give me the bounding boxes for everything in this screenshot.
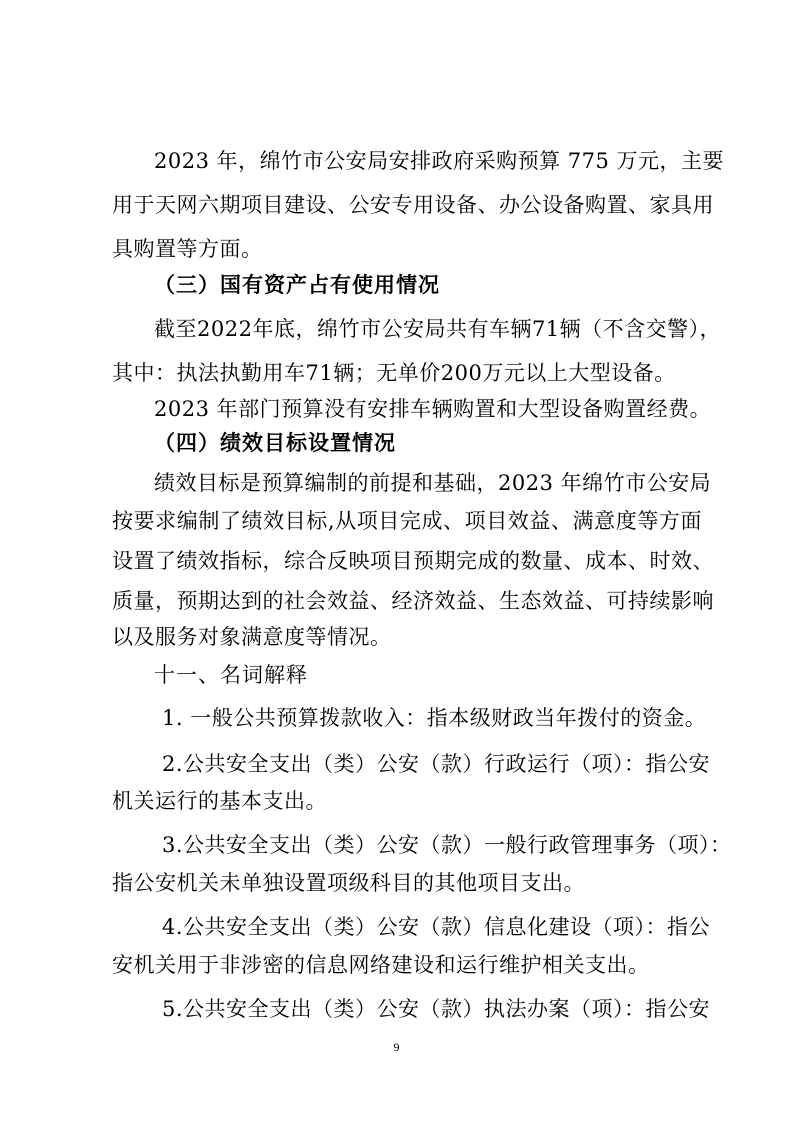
assets-line-2: 其中：执法执勤用车71辆；无单价200万元以上大型设备。	[112, 361, 676, 385]
performance-line-1: 绩效目标是预算编制的前提和基础，2023 年绵竹市公安局	[154, 471, 712, 495]
assets-line-3: 2023 年部门预算没有安排车辆购置和大型设备购置经费。	[154, 397, 712, 421]
assets-line-1: 截至2022年底，绵竹市公安局共有车辆71辆（不含交警），	[154, 317, 722, 341]
term-item-2-line-1: 2.公共安全支出（类）公安（款）行政运行（项）：指公安	[162, 752, 711, 776]
term-item-1: 1. 一般公共预算拨款收入：指本级财政当年拨付的资金。	[162, 706, 707, 730]
heading-performance-targets: （四）绩效目标设置情况	[154, 431, 396, 455]
performance-line-3: 设置了绩效指标，综合反映项目预期完成的数量、成本、时效、	[112, 549, 714, 573]
performance-line-4: 质量，预期达到的社会效益、经济效益、生态效益、可持续影响	[112, 589, 714, 613]
performance-line-2: 按要求编制了绩效目标,从项目完成、项目效益、满意度等方面	[112, 509, 702, 533]
term-item-4-line-1: 4.公共安全支出（类）公安（款）信息化建设（项）：指公	[162, 915, 711, 939]
term-item-5-line-1: 5.公共安全支出（类）公安（款）执法办案（项）：指公安	[162, 997, 711, 1021]
procurement-line-3: 具购置等方面。	[112, 237, 263, 261]
page-number: 9	[393, 1040, 400, 1054]
heading-state-assets: （三）国有资产占有使用情况	[154, 273, 440, 297]
term-item-4-line-2: 安机关用于非涉密的信息网络建设和运行维护相关支出。	[112, 953, 650, 977]
term-item-3-line-2: 指公安机关未单独设置项级科目的其他项目支出。	[112, 871, 585, 895]
procurement-line-1: 2023 年，绵竹市公安局安排政府采购预算 775 万元，主要	[154, 149, 725, 173]
term-item-2-line-2: 机关运行的基本支出。	[112, 789, 327, 813]
heading-glossary: 十一、名词解释	[154, 663, 308, 687]
performance-line-5: 以及服务对象满意度等情况。	[112, 625, 392, 649]
procurement-line-2: 用于天网六期项目建设、公安专用设备、办公设备购置、家具用	[112, 193, 714, 217]
term-item-3-line-1: 3.公共安全支出（类）公安（款）一般行政管理事务（项）：	[162, 833, 732, 857]
